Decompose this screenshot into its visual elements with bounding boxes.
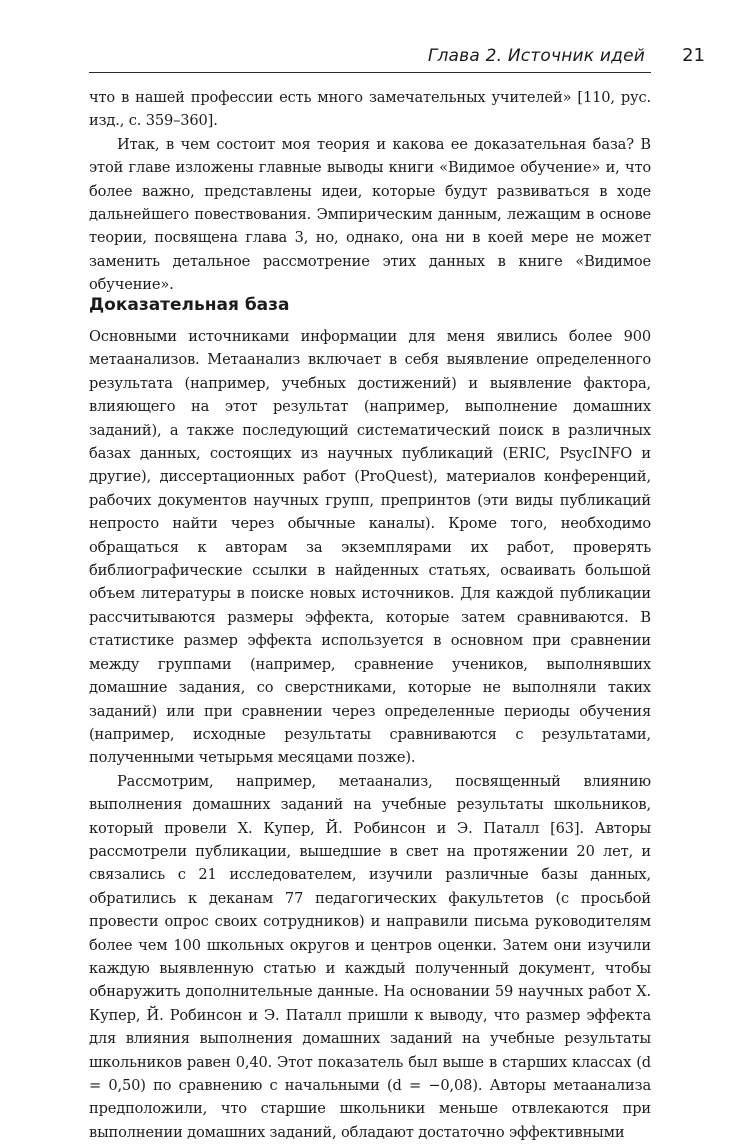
section-text-block: [89, 325, 651, 1144]
paragraph-example: Рассмотрим, например, метаанализ, посвященный влиянию выполнения домашних заданий на учебные результаты школьников, который провели Х. Купер, Й. Робинсон и Э. Паталл [63]. Авторы рассмотрели публикации, вышедшие в свет на протяжении 20 лет, и связались с 21 исследователем, изучили различные базы данных, обратились к деканам 77 педагогических факультетов (с просьбой провести опрос своих сотрудников) и направили письма руководителям более чем 100 школьных округов и центров оценки. Затем они изучили каждую выявленную статью и каждый полученный документ, чтобы обнаружить дополнительные данные. На основании 59 научных работ Х. Купер, Й. Робинсон и Э. Паталл пришли к выводу, что размер эффекта для влияния выполнения домашних заданий на учебные результаты школьников равен 0,40. Этот показатель был выше в старших классах (d = 0,50) по сравнению с начальными (d = −0,08). Авторы метаанализа предположили, что старшие школьники меньше отвлекаются при выполнении домашних заданий, обладают достаточно эффективными: [89, 772, 651, 1141]
running-head: [89, 42, 705, 72]
paragraph-sources: Основными источниками информации для меня явились более 900 метаанализов. Метаанализ включает в себя выявление определенного результата (например, учебных достижений) и выявление фактора, влияющего на этот результат (например, выполнение домашних заданий), а также последующий систематический поиск в различных базах данных, состоящих из научных публикаций (ERIC, PsycINFO и другие), диссертационных работ (ProQuest), материалов конференций, рабочих документов научных групп, препринтов (эти виды публикаций непросто найти через обычные каналы). Кроме того, необходимо обращаться к авторам за экземплярами их работ, проверять библиографические ссылки в найденных статьях, осваивать большой объем литературы в поиске новых источников. Для каждой публикации рассчитываются размеры эффекта, которые затем сравниваются. В статистике размер эффекта используется в основном при сравнении между группами (например, сравнение учеников, выполнявших домашние задания, со сверстниками, которые не выполняли таких заданий) или при сравнении через определенные периоды обучения (например, исходные результаты сравниваются с результатами, полученными четырьмя месяцами позже).: [89, 328, 651, 767]
page-number: 21: [682, 45, 705, 66]
section-heading: Доказательная база: [89, 295, 290, 315]
header-rule: [89, 72, 651, 73]
paragraph-theory: Итак, в чем состоит моя теория и какова ее доказательная база? В этой главе изложены главные выводы книги «Видимое обучение» и, что более важно, представлены идеи, которые будут развиваться в ходе дальнейшего повествования. Эмпирическим данным, лежащим в основе теории, посвящена глава 3, но, однако, она ни в коей мере не может заменить детальное рассмотрение этих данных в книге «Видимое обучение».: [89, 135, 651, 294]
paragraph-continued: что в нашей профессии есть много замечательных учителей» [110, рус. изд., с. 359–360].: [89, 89, 651, 130]
running-head-title: Глава 2. Источник идей: [427, 46, 645, 66]
intro-text-block: [89, 86, 651, 297]
